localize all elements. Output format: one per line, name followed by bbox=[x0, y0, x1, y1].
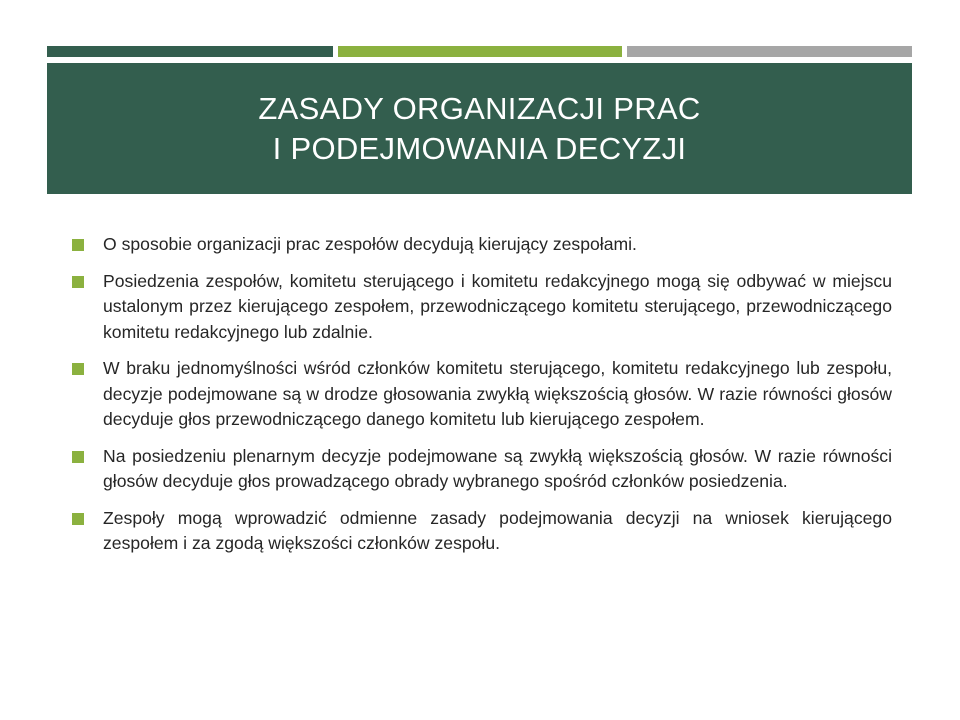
bullet-list bbox=[72, 232, 892, 568]
bullet-item bbox=[72, 506, 892, 557]
square-bullet-icon bbox=[72, 239, 84, 251]
title-banner bbox=[47, 63, 912, 194]
slide-title-line-2: I PODEJMOWANIA DECYZJI bbox=[272, 130, 687, 166]
slide-title-line-1: ZASADY ORGANIZACJI PRAC bbox=[258, 90, 701, 126]
bullet-text: Posiedzenia zespołów, komitetu sterującego i komitetu redakcyjnego mogą się odbywać w miejscu ustalonym przez kierującego zespołem, przewodniczącego komitetu sterującego, przewodniczącego komitetu redakcyjnego lub zdalnie. bbox=[103, 270, 892, 342]
bullet-text: Zespoły mogą wprowadzić odmienne zasady podejmowania decyzji na wniosek kierującego zespołem i za zgodą większości członków zespołu. bbox=[103, 507, 892, 553]
square-bullet-icon bbox=[72, 276, 84, 288]
top-decorative-bars bbox=[47, 46, 912, 57]
bullet-item bbox=[72, 232, 892, 258]
dark-green-bar bbox=[47, 46, 333, 57]
gray-bar bbox=[627, 46, 912, 57]
bullet-text: O sposobie organizacji prac zespołów decydują kierujący zespołami. bbox=[103, 234, 637, 254]
bullet-item bbox=[72, 444, 892, 495]
square-bullet-icon bbox=[72, 513, 84, 525]
bullet-item bbox=[72, 356, 892, 433]
lime-green-bar bbox=[338, 46, 622, 57]
bullet-text: Na posiedzeniu plenarnym decyzje podejmowane są zwykłą większością głosów. W razie równości głosów decyduje głos prowadzącego obrady wybranego spośród członków posiedzenia. bbox=[103, 445, 892, 491]
square-bullet-icon bbox=[72, 451, 84, 463]
square-bullet-icon bbox=[72, 363, 84, 375]
bullet-text: W braku jednomyślności wśród członków komitetu sterującego, komitetu redakcyjnego lub zespołu, decyzje podejmowane są w drodze głosowania zwykłą większością głosów. W razie równości głosów decyduje głos przewodniczącego danego komitetu lub kierującego zespołem. bbox=[103, 358, 892, 429]
bullet-item bbox=[72, 269, 892, 346]
